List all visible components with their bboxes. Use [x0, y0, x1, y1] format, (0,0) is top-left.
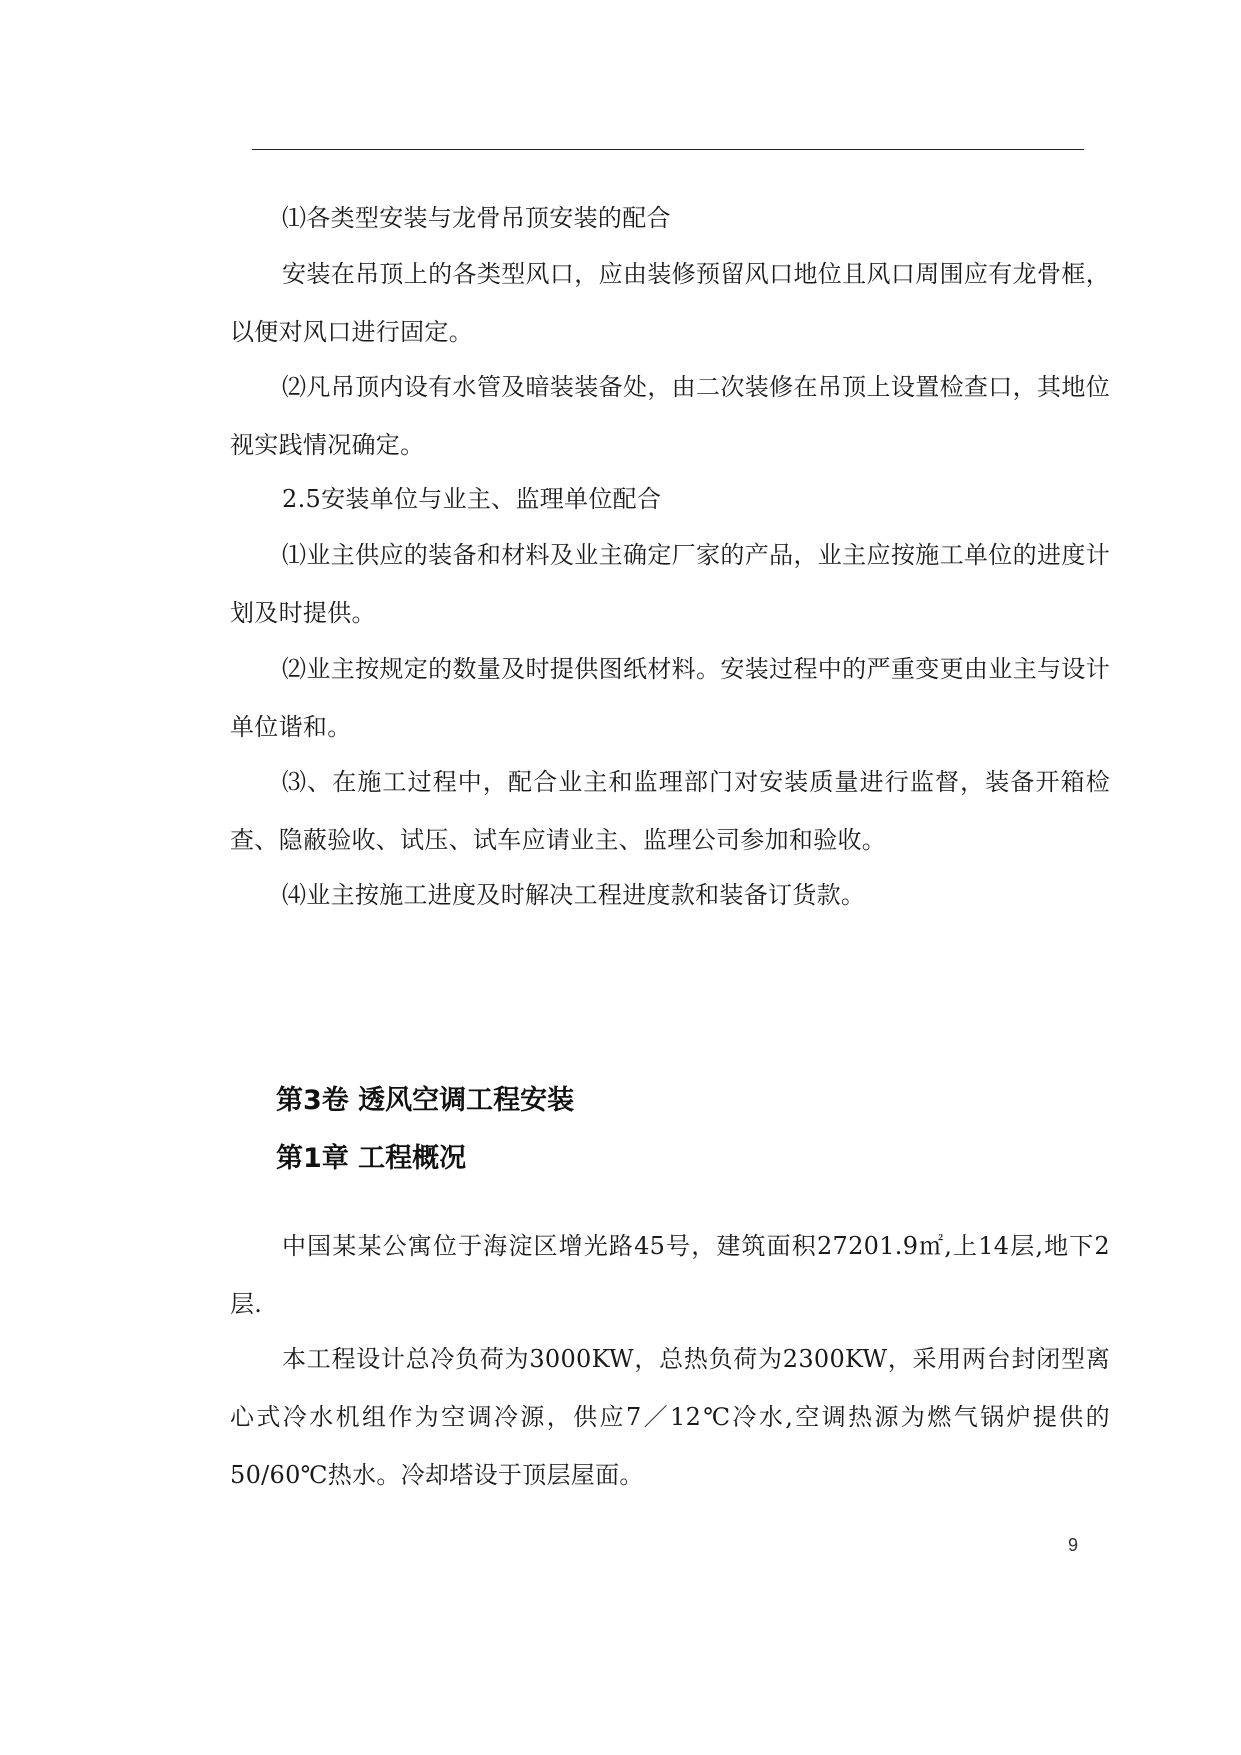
paragraph-owner-item-1: ⑴业主供应的装备和材料及业主确定厂家的产品，业主应按施工单位的进度计划及时提供。 — [230, 541, 1110, 627]
volume-heading: 第3卷 透风空调工程安装 — [276, 1085, 575, 1116]
section-heading-2-5: 2.5安装单位与业主、监理单位配合 — [282, 485, 662, 513]
header-rule — [252, 149, 1084, 150]
paragraph-owner-item-3: ⑶、在施工过程中，配合业主和监理部门对安装质量进行监督，装备开箱检查、隐蔽验收、试压、试车应请业主、监理公司参加和验收。 — [230, 768, 1110, 854]
paragraph-cooling-heating-load: 本工程设计总冷负荷为3000KW，总热负荷为2300KW，采用两台封闭型离心式冷水机组作为空调冷源，供应7／12℃冷水,空调热源为燃气锅炉提供的50/60℃热水。冷却塔设于顶层屋面。 — [230, 1345, 1110, 1489]
paragraph-project-location: 中国某某公寓位于海淀区增光路45号，建筑面积27201.9㎡,上14层,地下2层. — [230, 1232, 1110, 1318]
page-number: 9 — [1068, 1535, 1079, 1555]
paragraph-ceiling-vents: 安装在吊顶上的各类型风口，应由装修预留风口地位且风口周围应有龙骨框，以便对风口进行固定。 — [230, 260, 1110, 346]
paragraph-owner-item-2: ⑵业主按规定的数量及时提供图纸材料。安装过程中的严重变更由业主与设计单位谐和。 — [230, 655, 1110, 741]
paragraph-item-1: ⑴各类型安装与龙骨吊顶安装的配合 — [282, 204, 671, 232]
paragraph-item-2: ⑵凡吊顶内设有水管及暗装装备处，由二次装修在吊顶上设置检查口，其地位视实践情况确定。 — [230, 373, 1110, 459]
chapter-heading: 第1章 工程概况 — [276, 1143, 467, 1174]
paragraph-owner-item-4: ⑷业主按施工进度及时解决工程进度款和装备订货款。 — [282, 881, 866, 909]
